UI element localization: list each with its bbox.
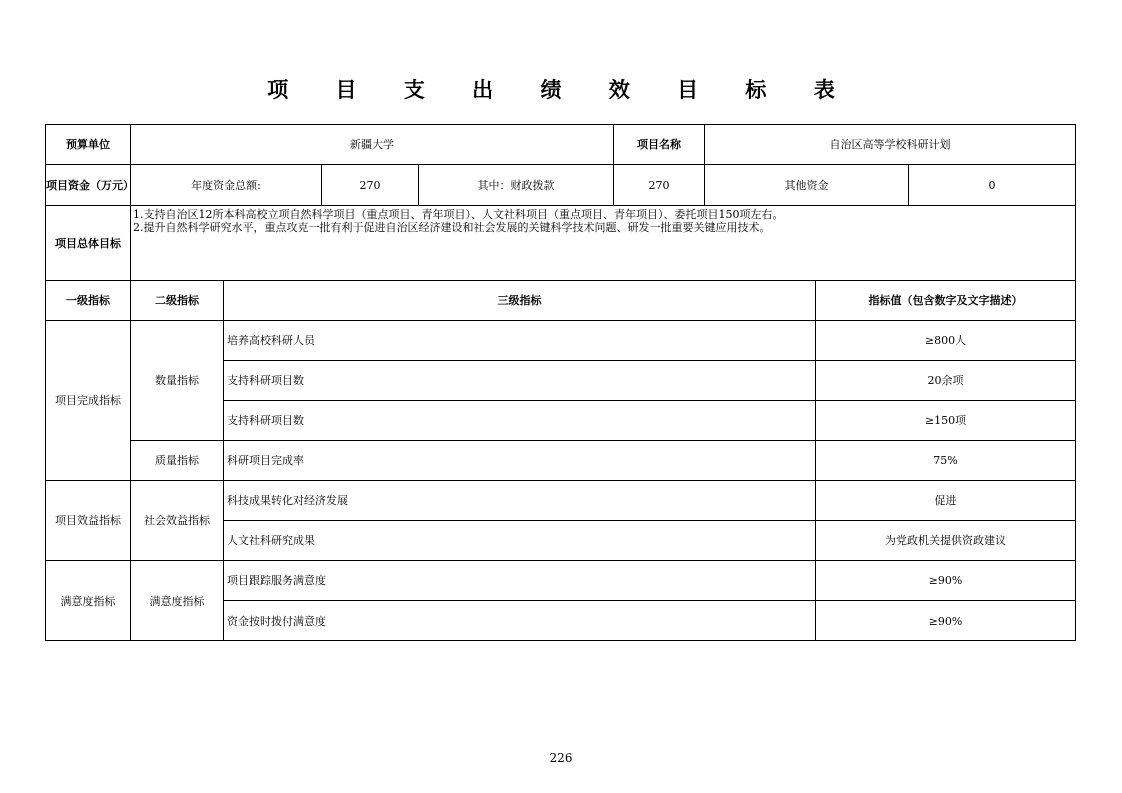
group-completion: 项目完成指标 (46, 321, 131, 481)
col-level1-header: 一级指标 (46, 281, 131, 321)
indicator-value-7: ≥90% (816, 561, 1075, 601)
indicator-value-5: 促进 (816, 481, 1075, 521)
funds-label: 项目资金（万元） (46, 165, 131, 206)
page-number: 226 (549, 751, 573, 765)
project-name-value: 自治区高等学校科研计划 (705, 125, 1075, 165)
col-value-header: 指标值（包含数字及文字描述） (816, 281, 1075, 321)
performance-table (45, 124, 1076, 641)
subgroup-satisfaction: 满意度指标 (131, 561, 224, 641)
indicator-5: 科技成果转化对经济发展 (224, 481, 816, 521)
indicator-3: 支持科研项目数 (224, 401, 816, 441)
indicator-1: 培养高校科研人员 (224, 321, 816, 361)
indicator-value-6: 为党政机关提供资政建议 (816, 521, 1075, 561)
other-funds-value: 0 (909, 165, 1075, 206)
overall-goal-label: 项目总体目标 (46, 206, 131, 281)
group-benefit: 项目效益指标 (46, 481, 131, 561)
total-funds-value: 270 (322, 165, 419, 206)
indicator-value-8: ≥90% (928, 614, 963, 628)
subgroup-social: 社会效益指标 (131, 481, 224, 561)
indicator-value-2: 20余项 (816, 361, 1075, 401)
project-name-label: 项目名称 (614, 125, 705, 165)
indicator-7: 项目跟踪服务满意度 (224, 561, 816, 601)
col-level3-header: 三级指标 (224, 281, 816, 321)
budget-unit-value: 新疆大学 (131, 125, 614, 165)
group-satisfaction: 满意度指标 (46, 561, 131, 641)
total-funds-label: 年度资金总额: (131, 165, 322, 206)
goal-line-2: 2.提升自然科学研究水平，重点攻克一批有利于促进自治区经济建设和社会发展的关键科学技术问题、研发一批重要关键应用技术。 (133, 221, 771, 234)
budget-unit-label: 预算单位 (46, 125, 131, 165)
subgroup-quality: 质量指标 (131, 441, 224, 481)
indicator-value-3: ≥150项 (816, 401, 1075, 441)
indicator-8: 资金按时拨付满意度 (224, 601, 816, 641)
indicator-6: 人文社科研究成果 (224, 521, 816, 561)
overall-goal-text (131, 206, 1075, 281)
fiscal-funds-value: 270 (614, 165, 705, 206)
indicator-value-4: 75% (816, 441, 1075, 481)
page-title: 项 目 支 出 绩 效 目 标 表 (267, 78, 855, 102)
indicator-value-1: ≥800人 (816, 321, 1075, 361)
col-level2-header: 二级指标 (131, 281, 224, 321)
goal-line-1: 1.支持自治区12所本科高校立项自然科学项目（重点项目、青年项目）、人文社科项目（重点项目、青年项目）、委托项目150项左右。 (133, 208, 784, 221)
subgroup-quantity: 数量指标 (131, 321, 224, 441)
other-funds-label: 其他资金 (705, 165, 909, 206)
indicator-2: 支持科研项目数 (224, 361, 816, 401)
indicator-4: 科研项目完成率 (224, 441, 816, 481)
fiscal-funds-label: 其中：财政拨款 (419, 165, 614, 206)
